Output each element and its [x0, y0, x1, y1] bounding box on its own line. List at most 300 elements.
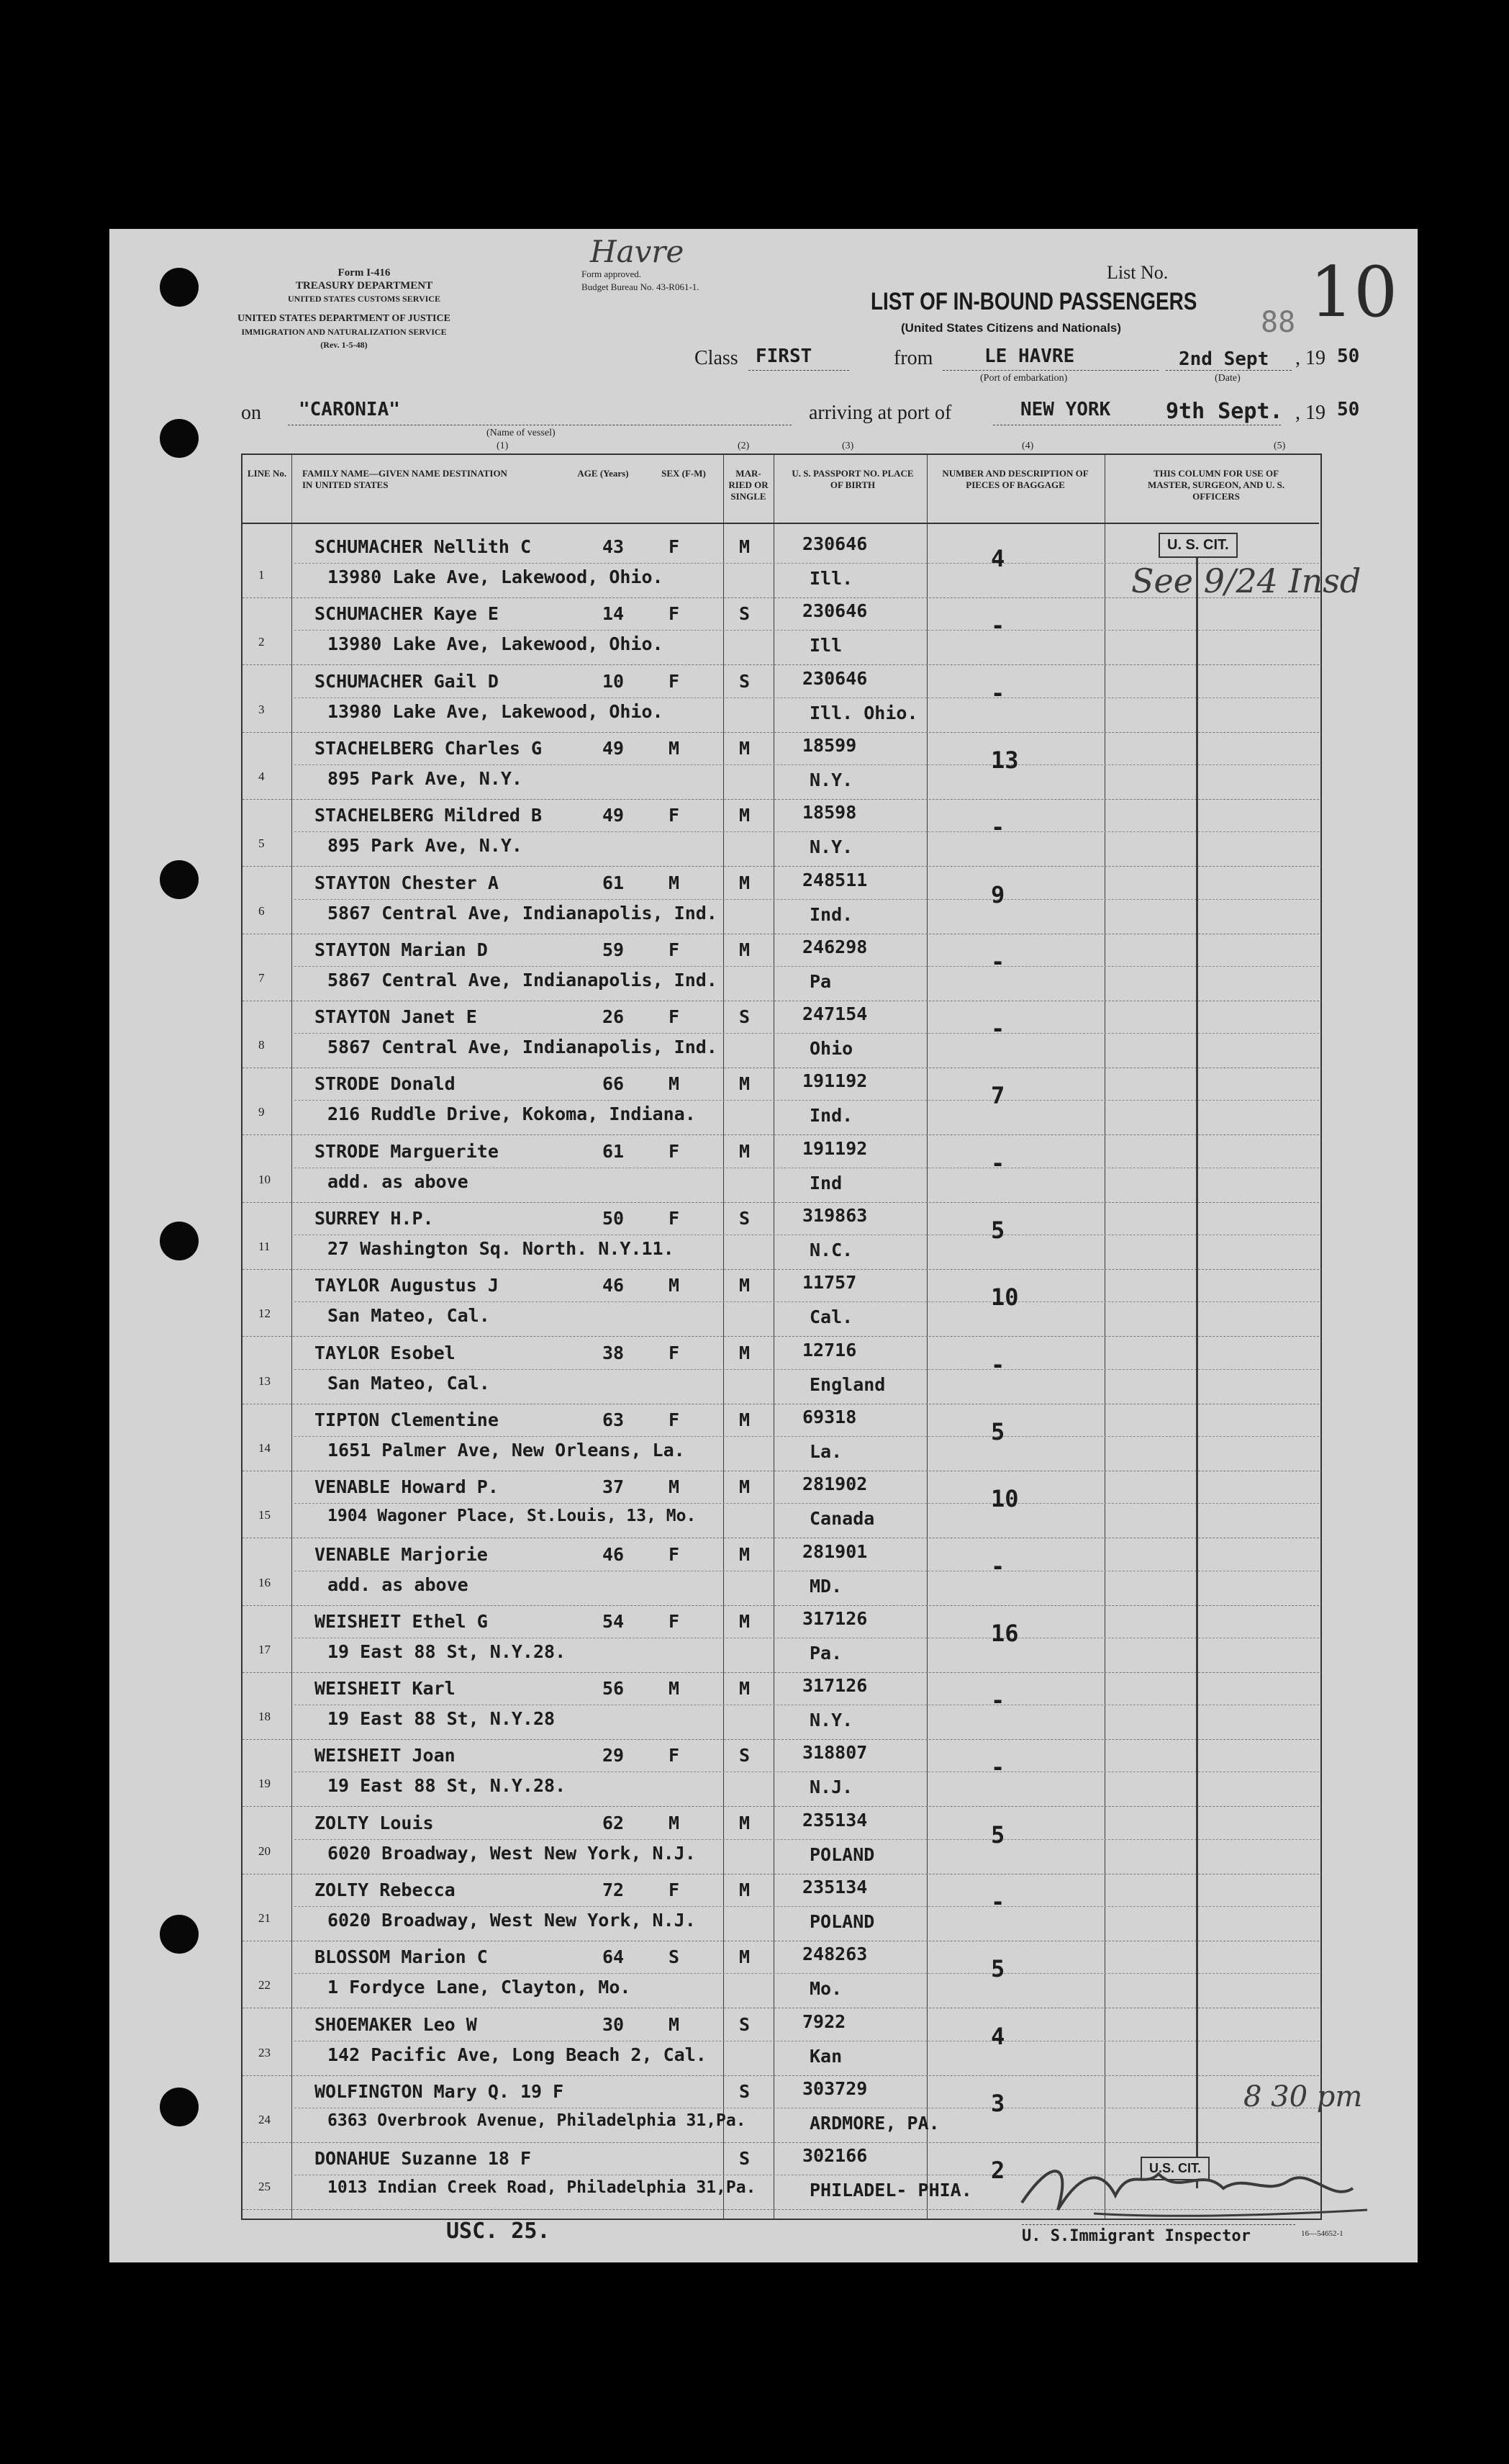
marital-status: M: [739, 1476, 751, 1498]
sex: F: [669, 1342, 680, 1363]
table-row: [243, 1068, 1319, 1135]
baggage-count: -: [991, 1687, 1005, 1715]
place-of-birth: Ind: [810, 1172, 843, 1193]
marital-status: M: [739, 1543, 751, 1565]
passenger-name: ZOLTY Rebecca: [314, 1879, 456, 1900]
place-of-birth: Ill: [810, 635, 843, 656]
line-number: 12: [258, 1307, 271, 1321]
passenger-name: STRODE Donald: [314, 1073, 456, 1095]
passport-number: 7922: [802, 2011, 846, 2032]
age: 61: [602, 1140, 625, 1162]
list-no-value: 88: [1261, 306, 1296, 339]
place-of-birth: Ill.: [810, 568, 853, 589]
col-header-sex: SEX (F-M): [661, 468, 706, 479]
baggage-count: 4: [991, 2022, 1005, 2050]
place-of-birth: Mo.: [810, 1978, 843, 2000]
table-row: [243, 1807, 1319, 1874]
line-number: 25: [258, 2180, 271, 2194]
col-number-1: (1): [497, 441, 509, 451]
sex: M: [669, 1476, 680, 1498]
place-of-birth: Pa.: [810, 1642, 843, 1664]
baggage-count: 9: [991, 880, 1005, 908]
year-value: 50: [1337, 346, 1360, 367]
age: 54: [602, 1610, 625, 1632]
line-number: 15: [258, 1508, 271, 1522]
age: 63: [602, 1409, 625, 1430]
destination: 142 Pacific Ave, Long Beach 2, Cal.: [327, 2044, 707, 2065]
baggage-count: 3: [991, 2089, 1005, 2117]
arrival-date: 9th Sept.: [1166, 399, 1283, 424]
destination: 13980 Lake Ave, Lakewood, Ohio.: [327, 633, 663, 655]
col-header-officers: THIS COLUMN FOR USE OF MASTER, SURGEON, AND U. S. OFFICERS: [1148, 468, 1284, 502]
marital-status: S: [739, 1745, 751, 1766]
sex: F: [669, 1409, 680, 1430]
marital-status: M: [739, 1342, 751, 1363]
baggage-count: 5: [991, 1217, 1005, 1244]
age: 37: [602, 1476, 625, 1498]
approval-block: Form approved. Budget Bureau No. 43-R061-1.: [581, 268, 699, 292]
passport-number: 11757: [802, 1272, 857, 1294]
passport-number: 235134: [802, 1877, 868, 1897]
line-number: 20: [258, 1844, 271, 1858]
baggage-count: 16: [991, 1619, 1019, 1647]
passenger-name: SCHUMACHER Gail D: [314, 670, 499, 692]
passport-number: 246298: [802, 936, 868, 957]
passenger-name: WEISHEIT Karl: [314, 1678, 456, 1700]
baggage-count: 7: [991, 1082, 1005, 1110]
class-value: FIRST: [756, 346, 812, 367]
line-number: 16: [258, 1575, 271, 1589]
destination: 216 Ruddle Drive, Kokoma, Indiana.: [327, 1104, 696, 1125]
age: 59: [602, 939, 625, 960]
inspector-signature-line: [1022, 2224, 1295, 2225]
passenger-name: SCHUMACHER Kaye E: [314, 603, 499, 625]
place-of-birth: Ohio: [810, 1038, 853, 1060]
passenger-name: STAYTON Janet E: [314, 1006, 477, 1028]
passport-number: 319863: [802, 1205, 868, 1226]
destination: 5867 Central Ave, Indianapolis, Ind.: [327, 902, 717, 924]
punch-hole-icon: [160, 268, 199, 307]
age: 50: [602, 1208, 625, 1229]
vessel-caption: (Name of vessel): [486, 428, 556, 438]
table-row: [243, 934, 1319, 1001]
passenger-name: STACHELBERG Mildred B: [314, 805, 543, 826]
age: 61: [602, 872, 625, 893]
table-row: [243, 1135, 1319, 1203]
baggage-count: -: [991, 1552, 1005, 1580]
destination: 19 East 88 St, N.Y.28.: [327, 1775, 566, 1797]
place-of-birth: Kan: [810, 2045, 843, 2067]
arrival-port: NEW YORK: [1020, 399, 1111, 420]
destination: add. as above: [327, 1170, 468, 1192]
marital-status: S: [739, 2148, 751, 2170]
age: 29: [602, 1745, 625, 1766]
table-row: [243, 1739, 1319, 1807]
passport-number: 230646: [802, 600, 868, 622]
table-row: [243, 799, 1319, 867]
baggage-count: 5: [991, 1820, 1005, 1849]
line-number: 24: [258, 2112, 271, 2126]
destination: 13980 Lake Ave, Lakewood, Ohio.: [327, 700, 663, 722]
age: 10: [602, 670, 625, 692]
officer-vertical-mark: [1196, 547, 1198, 2188]
baggage-count: 13: [991, 746, 1019, 774]
year-prefix: , 19: [1295, 347, 1326, 369]
table-row: [243, 665, 1319, 733]
from-label: from: [894, 347, 933, 369]
destination: 19 East 88 St, N.Y.28.: [327, 1641, 566, 1662]
marital-status: S: [739, 603, 751, 625]
passenger-name: VENABLE Marjorie: [314, 1543, 488, 1565]
line-number: 13: [258, 1373, 271, 1388]
baggage-count: 2: [991, 2157, 1005, 2185]
baggage-count: -: [991, 947, 1005, 975]
col-header-passport: U. S. PASSPORT NO. PLACE OF BIRTH: [792, 468, 914, 490]
passport-number: 317126: [802, 1675, 868, 1697]
col-header-name: FAMILY NAME—GIVEN NAME DESTINATION IN UNITED STATES: [302, 468, 507, 490]
baggage-count: -: [991, 1015, 1005, 1043]
marital-status: M: [739, 1275, 751, 1296]
punch-hole-icon: [160, 2088, 199, 2126]
line-number: 18: [258, 1710, 271, 1724]
line-number: 3: [258, 702, 265, 716]
place-of-birth: ARDMORE, PA.: [810, 2112, 940, 2134]
punch-hole-icon: [160, 419, 199, 458]
table-row: [243, 732, 1319, 800]
destination: 895 Park Ave, N.Y.: [327, 767, 522, 789]
line-number: 5: [258, 836, 265, 851]
table-row: [243, 1605, 1319, 1673]
col-header-baggage: NUMBER AND DESCRIPTION OF PIECES OF BAGGAGE: [942, 468, 1089, 490]
col-number-5: (5): [1274, 441, 1286, 451]
passenger-name: SCHUMACHER Nellith C: [314, 536, 532, 557]
line-number: 19: [258, 1777, 271, 1791]
line-number: 21: [258, 1911, 271, 1925]
line-number: 10: [258, 1172, 271, 1186]
passenger-name: SURREY H.P.: [314, 1208, 434, 1229]
from-underline: [943, 370, 1159, 371]
line-number: 4: [258, 769, 265, 783]
age: 46: [602, 1275, 625, 1296]
col-number-3: (3): [842, 441, 854, 451]
sex: M: [669, 872, 680, 893]
marital-status: S: [739, 670, 751, 692]
baggage-count: 10: [991, 1485, 1019, 1513]
arriving-label: arriving at port of: [809, 402, 952, 424]
sex: S: [669, 1946, 680, 1968]
baggage-count: -: [991, 1888, 1005, 1915]
vessel-value: "CARONIA": [299, 399, 400, 420]
table-row: [243, 1269, 1319, 1337]
sex: M: [669, 1275, 680, 1296]
form-code: 16—54652-1: [1301, 2229, 1343, 2238]
baggage-count: 5: [991, 1417, 1005, 1445]
passport-number: 318807: [802, 1742, 868, 1764]
marital-status: M: [739, 1879, 751, 1900]
passenger-name: WOLFINGTON Mary Q. 19 F: [314, 2080, 564, 2102]
destination: 1904 Wagoner Place, St.Louis, 13, Mo.: [327, 1507, 697, 1526]
sex: M: [669, 737, 680, 759]
page-subtitle: (United States Citizens and Nationals): [901, 321, 1122, 335]
destination: 13980 Lake Ave, Lakewood, Ohio.: [327, 567, 663, 587]
baggage-count: -: [991, 612, 1005, 640]
marital-status: M: [739, 805, 751, 826]
sex: F: [669, 1879, 680, 1900]
table-row: [243, 1941, 1319, 2008]
line-number: 9: [258, 1105, 265, 1119]
place-of-birth: England: [810, 1373, 886, 1395]
marital-status: S: [739, 2080, 751, 2102]
passport-number: 12716: [802, 1339, 857, 1360]
table-row: [243, 1471, 1319, 1538]
place-of-birth: N.J.: [810, 1777, 853, 1798]
passenger-name: TAYLOR Augustus J: [314, 1275, 499, 1296]
sex: F: [669, 1006, 680, 1028]
punch-hole-icon: [160, 1222, 199, 1260]
usc-total: USC. 25.: [446, 2219, 550, 2244]
form-info-block: Form I-416 TREASURY DEPARTMENT UNITED STATES CUSTOMS SERVICE: [288, 267, 440, 304]
table-row: [243, 1874, 1319, 1941]
place-of-birth: Pa: [810, 970, 832, 992]
destination: 19 East 88 St, N.Y.28: [327, 1708, 556, 1730]
destination: 5867 Central Ave, Indianapolis, Ind.: [327, 969, 717, 990]
destination: 27 Washington Sq. North. N.Y.11.: [327, 1238, 674, 1259]
passport-number: 248511: [802, 869, 868, 890]
sex: M: [669, 1073, 680, 1095]
sex: F: [669, 603, 680, 625]
passport-number: 230646: [802, 533, 868, 554]
line-number: 1: [258, 568, 265, 582]
age: 64: [602, 1946, 625, 1968]
baggage-count: 5: [991, 1955, 1005, 1983]
marital-status: M: [739, 1678, 751, 1700]
passport-number: 281902: [802, 1474, 868, 1495]
age: 46: [602, 1543, 625, 1565]
us-cit-stamp-bottom: U.S. CIT.: [1141, 2157, 1210, 2180]
baggage-count: 4: [991, 545, 1005, 572]
age: 30: [602, 2013, 625, 2035]
punch-hole-icon: [160, 860, 199, 899]
place-of-birth: N.Y.: [810, 836, 853, 858]
sex: F: [669, 536, 680, 557]
marital-status: M: [739, 1140, 751, 1162]
line-number: 8: [258, 1038, 265, 1052]
on-label: on: [241, 402, 261, 424]
inspector-signature-icon: [1007, 2145, 1382, 2224]
sex: M: [669, 1678, 680, 1700]
marital-status: M: [739, 1610, 751, 1632]
col-header-married: MAR- RIED OR SINGLE: [728, 468, 769, 502]
marital-status: M: [739, 1946, 751, 1968]
destination: 1 Fordyce Lane, Clayton, Mo.: [327, 1977, 631, 1998]
age: 38: [602, 1342, 625, 1363]
age: 14: [602, 603, 625, 625]
col-number-2: (2): [738, 441, 750, 451]
place-of-birth: MD.: [810, 1575, 843, 1597]
table-row: [243, 867, 1319, 934]
date-value: 2nd Sept: [1179, 348, 1269, 370]
marital-status: S: [739, 2013, 751, 2035]
place-of-birth: POLAND: [810, 1844, 875, 1865]
passenger-name: ZOLTY Louis: [314, 1812, 434, 1833]
justice-block: UNITED STATES DEPARTMENT OF JUSTICE IMMIGRATION AND NATURALIZATION SERVICE (Rev. 1-5-48): [237, 313, 450, 350]
baggage-count: 10: [991, 1283, 1019, 1312]
passenger-name: STAYTON Marian D: [314, 939, 488, 960]
destination: 6020 Broadway, West New York, N.J.: [327, 1910, 696, 1931]
line-number: 6: [258, 903, 265, 918]
line-number: 17: [258, 1642, 271, 1656]
class-underline: [748, 370, 849, 371]
age: 56: [602, 1678, 625, 1700]
place-of-birth: POLAND: [810, 1911, 875, 1932]
passenger-name: STACHELBERG Charles G: [314, 737, 543, 759]
age: 26: [602, 1006, 625, 1028]
list-no-handwritten: 10: [1310, 252, 1398, 333]
passenger-name: STRODE Marguerite: [314, 1140, 499, 1162]
passenger-name: SHOEMAKER Leo W: [314, 2013, 477, 2035]
destination: add. as above: [327, 1574, 468, 1595]
place-of-birth: Ind.: [810, 1105, 853, 1127]
handwritten-time: 8 30 pm: [1243, 2080, 1363, 2113]
class-label: Class: [694, 347, 738, 369]
passenger-name: WEISHEIT Joan: [314, 1745, 456, 1766]
line-number: 2: [258, 635, 265, 649]
destination: 6363 Overbrook Avenue, Philadelphia 31,Pa.: [327, 2111, 746, 2130]
destination: San Mateo, Cal.: [327, 1305, 490, 1327]
destination: 5867 Central Ave, Indianapolis, Ind.: [327, 1037, 717, 1058]
place-of-birth: Ind.: [810, 903, 853, 925]
passport-number: 302166: [802, 2145, 868, 2167]
sex: M: [669, 2013, 680, 2035]
sex: F: [669, 1543, 680, 1565]
port-caption: (Port of embarkation): [980, 373, 1068, 384]
line-number: 7: [258, 970, 265, 985]
passport-number: 69318: [802, 1406, 857, 1427]
sex: F: [669, 939, 680, 960]
place-of-birth: Cal.: [810, 1307, 853, 1328]
passport-number: 18599: [802, 734, 857, 756]
passenger-name: BLOSSOM Marion C: [314, 1946, 488, 1968]
line-number: 22: [258, 1978, 271, 1993]
destination: 1013 Indian Creek Road, Philadelphia 31,Pa.: [327, 2178, 756, 2198]
destination: 1651 Palmer Ave, New Orleans, La.: [327, 1439, 685, 1461]
place-of-birth: PHILADEL- PHIA.: [810, 2180, 972, 2201]
place-of-birth: N.Y.: [810, 769, 853, 790]
passenger-name: DONAHUE Suzanne 18 F: [314, 2148, 532, 2170]
passport-number: 247154: [802, 1003, 868, 1025]
place-of-birth: Ill. Ohio.: [810, 702, 918, 723]
marital-status: M: [739, 737, 751, 759]
age: 49: [602, 805, 625, 826]
passenger-name: WEISHEIT Ethel G: [314, 1610, 488, 1632]
place-of-birth: Canada: [810, 1508, 875, 1530]
header-rule: [243, 523, 1319, 524]
handwritten-port: Havre: [590, 234, 684, 269]
passport-number: 235134: [802, 1809, 868, 1831]
sex: F: [669, 1610, 680, 1632]
passport-number: 317126: [802, 1607, 868, 1629]
sex: F: [669, 1140, 680, 1162]
baggage-count: -: [991, 1754, 1005, 1782]
marital-status: M: [739, 1409, 751, 1430]
line-number: 11: [258, 1240, 271, 1253]
passport-number: 281901: [802, 1540, 868, 1562]
sex: M: [669, 1812, 680, 1833]
table-row: [243, 1337, 1319, 1404]
sex: F: [669, 805, 680, 826]
marital-status: S: [739, 1208, 751, 1229]
marital-status: M: [739, 939, 751, 960]
baggage-count: -: [991, 1350, 1005, 1378]
passenger-name: VENABLE Howard P.: [314, 1476, 499, 1498]
age: 72: [602, 1879, 625, 1900]
baggage-count: -: [991, 679, 1005, 707]
passport-number: 18598: [802, 802, 857, 823]
destination: San Mateo, Cal.: [327, 1372, 490, 1394]
us-cit-stamp-top: U. S. CIT.: [1159, 533, 1238, 558]
age: 43: [602, 536, 625, 557]
col-header-age: AGE (Years): [577, 468, 629, 479]
passenger-name: TAYLOR Esobel: [314, 1342, 456, 1363]
passport-number: 230646: [802, 667, 868, 689]
line-number: 23: [258, 2045, 271, 2059]
place-of-birth: N.C.: [810, 1240, 853, 1260]
marital-status: M: [739, 1812, 751, 1833]
table-row: [243, 1538, 1319, 1606]
table-row: [243, 2008, 1319, 2076]
table-row: [243, 1672, 1319, 1740]
marital-status: M: [739, 872, 751, 893]
inspector-label: U. S.Immigrant Inspector: [1022, 2227, 1251, 2245]
date-underline: [1166, 370, 1292, 371]
passport-number: 303729: [802, 2077, 868, 2099]
place-of-birth: La.: [810, 1440, 843, 1462]
from-value: LE HAVRE: [984, 346, 1075, 367]
line-number: 14: [258, 1440, 271, 1455]
age: 62: [602, 1812, 625, 1833]
list-no-label: List No.: [1107, 262, 1169, 283]
passport-number: 248263: [802, 1944, 868, 1965]
destination: 6020 Broadway, West New York, N.J.: [327, 1842, 696, 1864]
sex: F: [669, 670, 680, 692]
place-of-birth: N.Y.: [810, 1710, 853, 1731]
age: 66: [602, 1073, 625, 1095]
passport-number: 191192: [802, 1070, 868, 1092]
table-row: [243, 2075, 1319, 2143]
table-row: [243, 1404, 1319, 1471]
table-row: [243, 1001, 1319, 1068]
handwritten-note-top: See 9/24 Insd: [1131, 561, 1361, 600]
table-row: [243, 1202, 1319, 1270]
marital-status: M: [739, 1073, 751, 1095]
sex: F: [669, 1208, 680, 1229]
table-row: [243, 597, 1319, 665]
baggage-count: -: [991, 813, 1005, 841]
passenger-name: TIPTON Clementine: [314, 1409, 499, 1430]
page-title: LIST OF IN-BOUND PASSENGERS: [871, 288, 1197, 315]
arrival-year: 50: [1337, 399, 1360, 420]
col-number-4: (4): [1022, 441, 1034, 451]
passenger-name: STAYTON Chester A: [314, 872, 499, 893]
marital-status: S: [739, 1006, 751, 1028]
punch-hole-icon: [160, 1915, 199, 1954]
arrival-year-prefix: , 19: [1295, 402, 1326, 424]
marital-status: M: [739, 536, 751, 557]
passport-number: 191192: [802, 1137, 868, 1159]
date-caption: (Date): [1215, 373, 1241, 384]
baggage-count: -: [991, 1149, 1005, 1177]
sex: F: [669, 1745, 680, 1766]
